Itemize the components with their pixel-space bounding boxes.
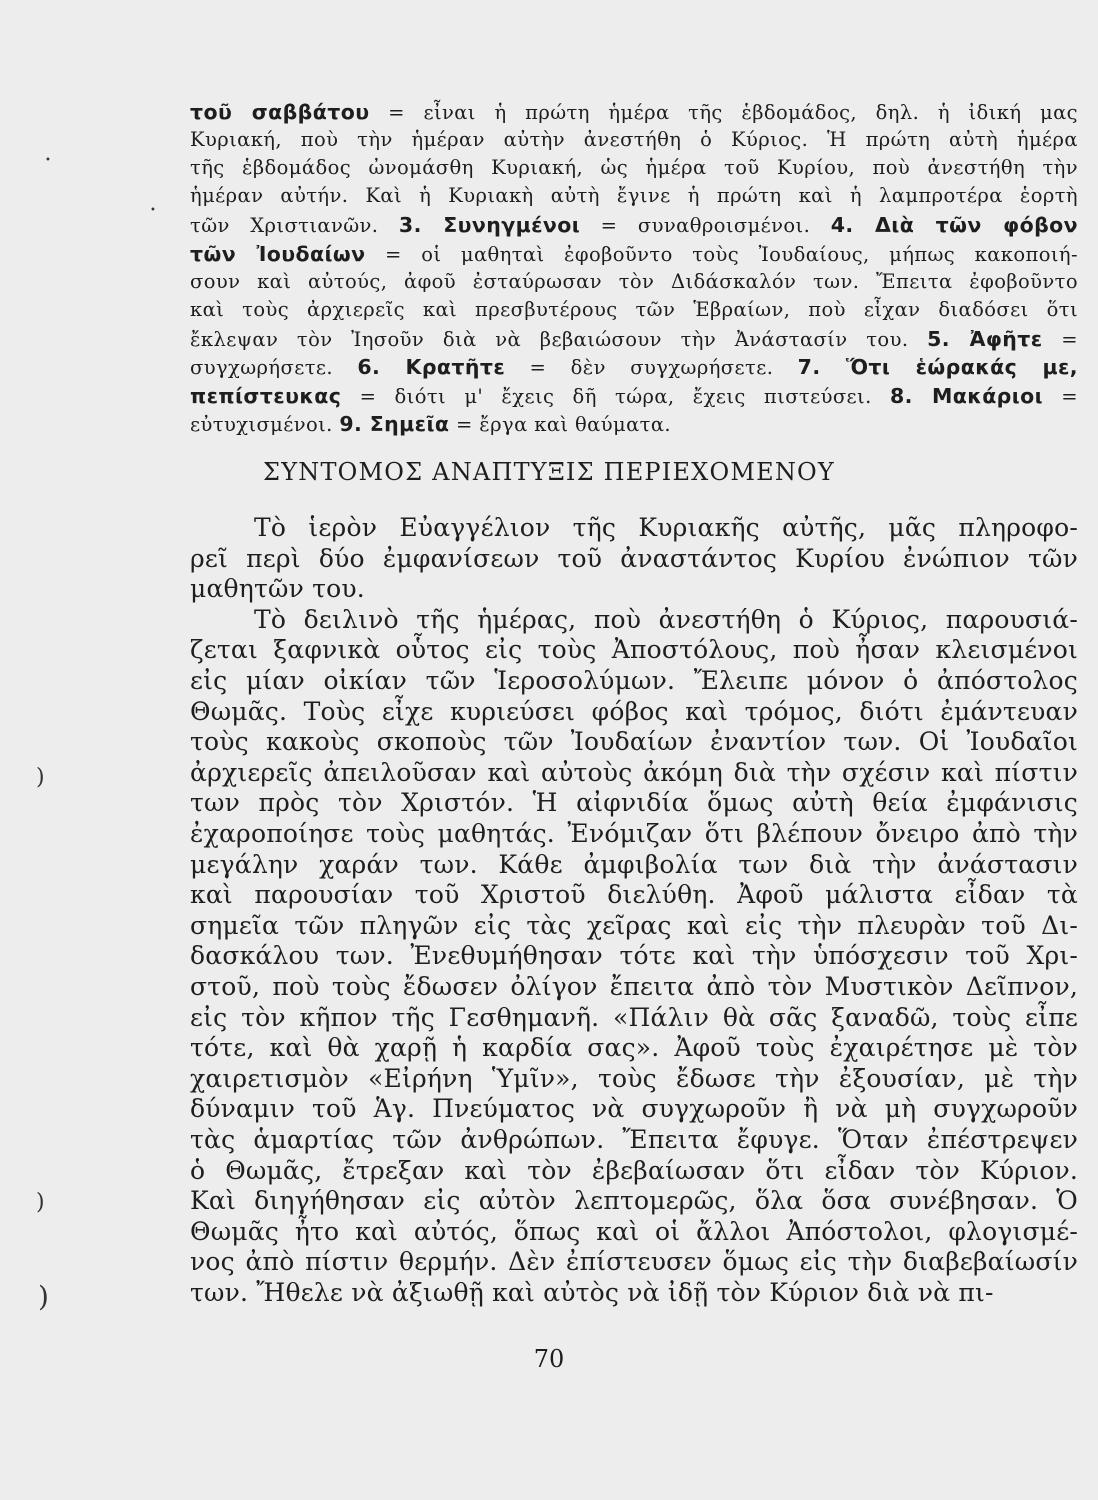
page-number: 70 bbox=[533, 1345, 565, 1373]
notes-line bbox=[190, 410, 1078, 438]
body-line: τοὺς κακοὺς σκοποὺς τῶν Ἰουδαίων ἐναντίον των. Οἱ Ἰουδαῖοι bbox=[190, 727, 1078, 757]
term-headword: 4. Διὰ τῶν φόβον bbox=[830, 213, 1078, 237]
body-line: δύναμιν τοῦ Ἁγ. Πνεύματος νὰ συγχωροῦν ἢ νὰ μὴ συγχωροῦν bbox=[190, 1094, 1078, 1124]
notes-line bbox=[190, 98, 1078, 126]
margin-mark: • bbox=[150, 205, 156, 216]
term-headword: 5. Ἀφῆτε bbox=[927, 327, 1043, 351]
note-text: καὶ τοὺς ἀρχιερεῖς καὶ πρεσβυτέρους τῶν Ἑβραίων, ποὺ εἶχαν διαδόσει ὅτι bbox=[190, 298, 1078, 321]
notes-line bbox=[190, 296, 1078, 324]
note-text: σουν καὶ αὐτούς, ἀφοῦ ἐσταύρωσαν τὸν Διδάσκαλόν των. Ἔπειτα ἐφοβοῦντο bbox=[190, 270, 1078, 293]
body-line: ἐχαροποίησε τοὺς μαθητάς. Ἐνόμιζαν ὅτι βλέπουν ὄνειρο ἀπὸ τὴν bbox=[190, 819, 1078, 848]
section-heading: ΣΥΝΤΟΜΟΣ ΑΝΑΠΤΥΞΙΣ ΠΕΡΙΕΧΟΜΕΝΟΥ bbox=[263, 458, 835, 486]
body-line: Τὸ δειλινὸ τῆς ἡμέρας, ποὺ ἀνεστήθη ὁ Κύριος, παρουσιά- bbox=[254, 604, 1078, 634]
body-line: ζεται ξαφνικὰ οὗτος εἰς τοὺς Ἀποστόλους, ποὺ ἦσαν κλεισμένοι bbox=[190, 635, 1078, 665]
note-text: ἡμέραν αὐτήν. Καὶ ἡ Κυριακὴ αὐτὴ ἔγινε ἡ πρώτη καὶ ἡ λαμπροτέρα ἑορτὴ bbox=[190, 184, 1078, 207]
notes-line bbox=[190, 382, 1078, 410]
body-line: μαθητῶν του. bbox=[190, 574, 365, 604]
body-line: στοῦ, ποὺ τοὺς ἔδωσεν ὀλίγον ἔπειτα ἀπὸ τὸν Μυστικὸν Δεῖπνον, bbox=[190, 972, 1078, 1001]
body-line: μεγάλην χαράν των. Κάθε ἀμφιβολία των διὰ τὴν ἀνάστασιν bbox=[190, 849, 1078, 879]
note-text: Κυριακή, ποὺ τὴν ἡμέραν αὐτὴν ἀνεστήθη ὁ Κύριος. Ἡ πρώτη αὐτὴ ἡμέρα bbox=[190, 128, 1078, 151]
term-headword: τοῦ σαββάτου bbox=[190, 100, 370, 124]
notes-line bbox=[190, 240, 1078, 268]
notes-line bbox=[190, 353, 1078, 381]
body-line: εἰς μίαν οἰκίαν τῶν Ἱεροσολύμων. Ἔλειπε μόνον ὁ ἀπόστολος bbox=[190, 666, 1078, 695]
term-headword: 6. Κρατῆτε bbox=[357, 355, 506, 379]
note-text: τῶν Χριστιανῶν. bbox=[190, 214, 399, 237]
term-headword: 7. Ὅτι ἑώρακάς με, bbox=[797, 355, 1078, 379]
body-line: των. Ἤθελε νὰ ἀξιωθῇ καὶ αὐτὸς νὰ ἰδῇ τὸν Κύριον διὰ νὰ πι- bbox=[190, 1278, 994, 1307]
note-text: συγχωρήσετε. bbox=[190, 356, 358, 379]
body-line: εἰς τὸν κῆπον τῆς Γεσθημανῆ. «Πάλιν θὰ σᾶς ξαναδῶ, τοὺς εἶπε bbox=[190, 1002, 1078, 1032]
body-line: ρεῖ περὶ δύο ἐμφανίσεων τοῦ ἀναστάντος Κυρίου ἐνώπιον τῶν bbox=[190, 543, 1078, 573]
note-text: τῆς ἑβδομάδος ὠνομάσθη Κυριακή, ὡς ἡμέρα τοῦ Κυρίου, ποὺ ἀνεστήθη τὴν bbox=[190, 156, 1078, 179]
body-line: Καὶ διηγήθησαν εἰς αὐτὸν λεπτομερῶς, ὅλα ὅσα συνέβησαν. Ὁ bbox=[190, 1186, 1078, 1216]
notes-line bbox=[190, 182, 1078, 210]
body-line: τότε, καὶ θὰ χαρῇ ἡ καρδία σας». Ἀφοῦ τοὺς ἐχαιρέτησε μὲ τὸν bbox=[190, 1033, 1078, 1063]
margin-mark: ) bbox=[36, 765, 45, 790]
note-text: εὐτυχισμένοι. bbox=[190, 413, 340, 436]
term-headword: πεπίστευκας bbox=[190, 384, 342, 408]
body-line: τὰς ἁμαρτίας τῶν ἀνθρώπων. Ἔπειτα ἔφυγε. Ὅταν ἐπέστρεψεν bbox=[190, 1125, 1078, 1154]
note-text: = δὲν συγχωρήσετε. bbox=[505, 356, 798, 379]
term-headword: 8. Μακάριοι bbox=[889, 384, 1044, 408]
term-headword: 3. Συνηγμένοι bbox=[398, 213, 581, 237]
margin-mark: • bbox=[45, 155, 51, 166]
notes-line bbox=[190, 126, 1078, 154]
note-text: = εἶναι ἡ πρώτη ἡμέρα τῆς ἑβδομάδος, δηλ. ἡ ἰδική μας bbox=[369, 101, 1078, 124]
note-text: ἔκλεψαν τὸν Ἰησοῦν διὰ νὰ βεβαιώσουν τὴν Ἀνάστασίν του. bbox=[190, 328, 928, 351]
body-line: καὶ παρουσίαν τοῦ Χριστοῦ διελύθη. Ἀφοῦ μάλιστα εἶδαν τὰ bbox=[190, 880, 1078, 910]
body-line: ἀρχιερεῖς ἀπειλοῦσαν καὶ αὐτοὺς ἀκόμη διὰ τὴν σχέσιν καὶ πίστιν bbox=[190, 757, 1078, 787]
body-line: δασκάλου των. Ἐνεθυμήθησαν τότε καὶ τὴν ὑπόσχεσιν τοῦ Χρι- bbox=[190, 941, 1078, 971]
note-text: = διότι μ' ἔχεις δῆ τώρα, ἔχεις πιστεύσει. bbox=[341, 385, 890, 408]
term-headword: τῶν Ἰουδαίων bbox=[190, 242, 366, 266]
body-line: νος ἀπὸ πίστιν θερμήν. Δὲν ἐπίστευσεν ὅμως εἰς τὴν διαβεβαίωσίν bbox=[190, 1247, 1078, 1277]
note-text: = bbox=[1042, 328, 1078, 351]
margin-mark: ) bbox=[36, 1190, 45, 1215]
notes-line bbox=[190, 268, 1078, 296]
note-text: = οἱ μαθηταὶ ἐφοβοῦντο τοὺς Ἰουδαίους, μήπως κακοποιή- bbox=[365, 243, 1078, 266]
note-text: = συναθροισμένοι. bbox=[580, 214, 831, 237]
margin-mark: ) bbox=[38, 1280, 49, 1313]
note-text: = bbox=[1043, 385, 1078, 408]
term-headword: 9. Σημεῖα bbox=[339, 412, 450, 436]
notes-line bbox=[190, 211, 1078, 239]
body-line: Θωμᾶς ἦτο καὶ αὐτός, ὅπως καὶ οἱ ἄλλοι Ἀπόστολοι, φλογισμέ- bbox=[190, 1216, 1078, 1246]
body-line: ὁ Θωμᾶς, ἔτρεξαν καὶ τὸν ἐβεβαίωσαν ὅτι εἶδαν τὸν Κύριον. bbox=[190, 1155, 1078, 1185]
note-text: = ἔργα καὶ θαύματα. bbox=[449, 413, 672, 436]
body-line: Τὸ ἱερὸν Εὐαγγέλιον τῆς Κυριακῆς αὐτῆς, μᾶς πληροφο- bbox=[254, 513, 1078, 542]
body-line: χαιρετισμὸν «Εἰρήνη Ὑμῖν», τοὺς ἔδωσε τὴν ἐξουσίαν, μὲ τὴν bbox=[190, 1063, 1078, 1093]
body-line: σημεῖα τῶν πληγῶν εἰς τὰς χεῖρας καὶ εἰς τὴν πλευρὰν τοῦ Δι- bbox=[190, 910, 1078, 940]
notes-line bbox=[190, 154, 1078, 182]
notes-line bbox=[190, 325, 1078, 353]
body-line: Θωμᾶς. Τοὺς εἶχε κυριεύσει φόβος καὶ τρόμος, διότι ἐμάντευαν bbox=[190, 696, 1078, 726]
body-line: των πρὸς τὸν Χριστόν. Ἡ αἰφνιδία ὅμως αὐτὴ θεία ἐμφάνισις bbox=[190, 788, 1078, 818]
